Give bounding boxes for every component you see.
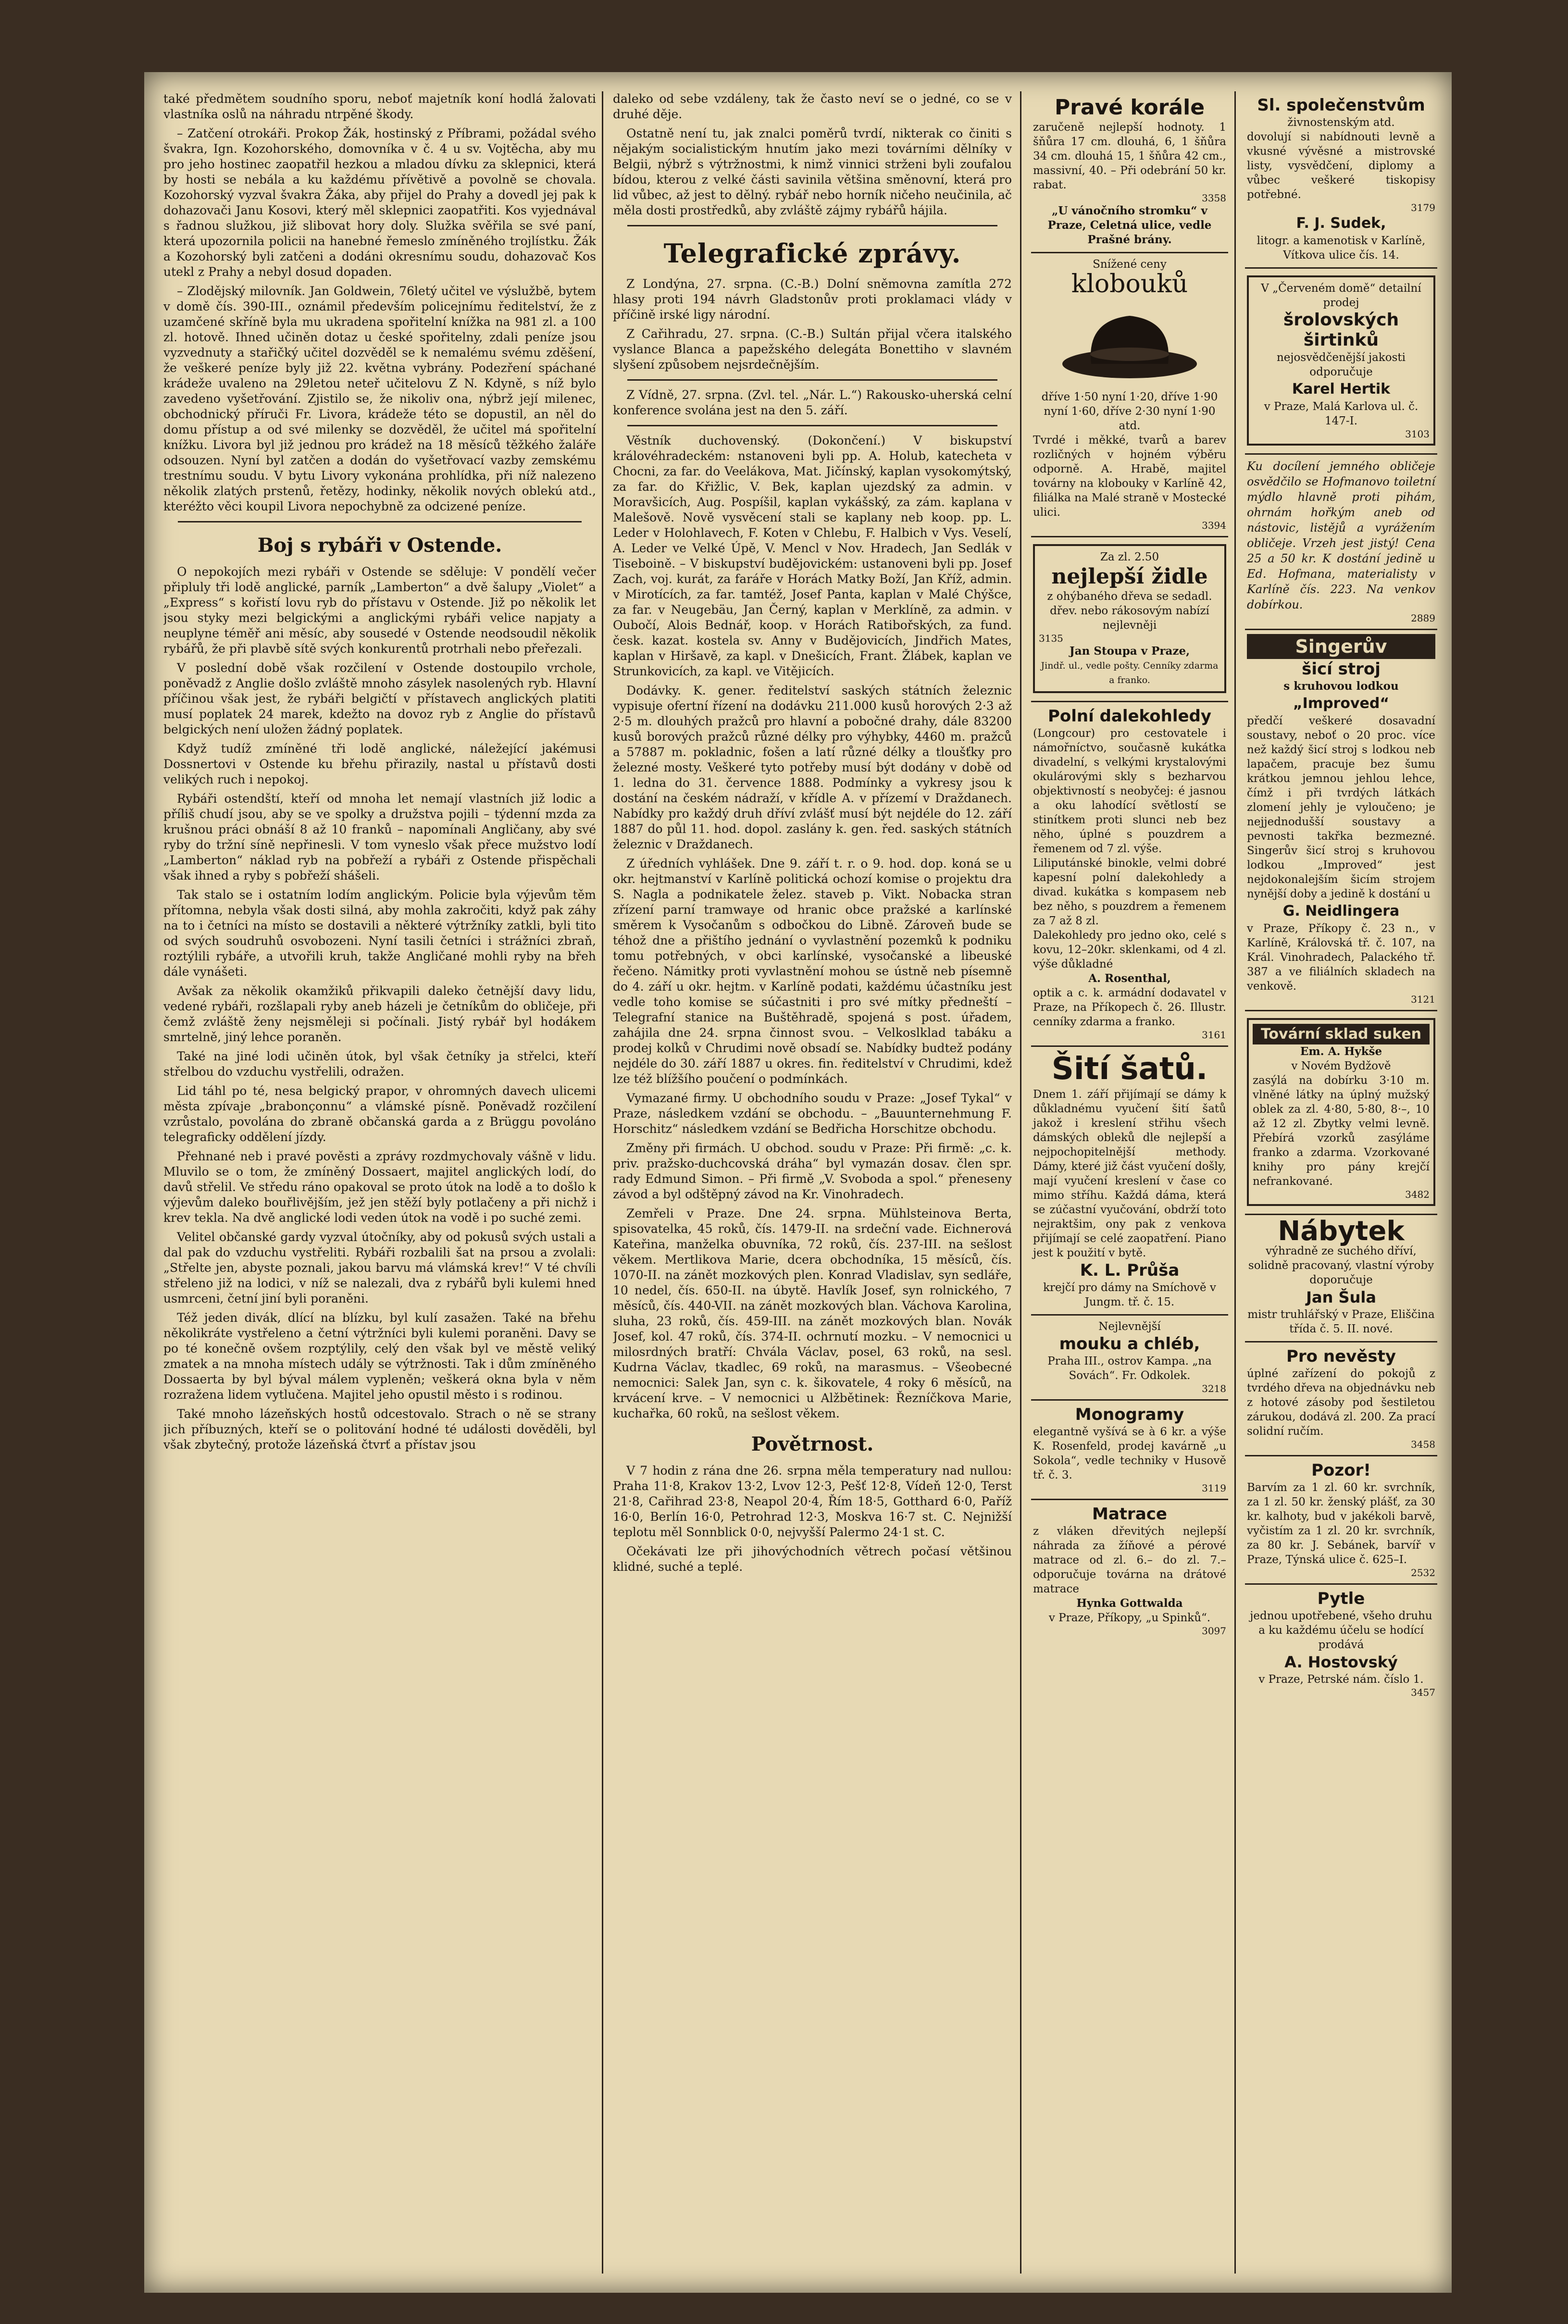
column-1: [163, 91, 596, 2274]
ad-body: Dalekohledy pro jedno oko, celé s kovu, 12–20kr. sklenkami, od 4 zl. výše důkladné: [1033, 929, 1226, 970]
ad-footer: Jindř. ul., vedle pošty. Cenníky zdarma a franko.: [1041, 660, 1219, 685]
ad-number: 3457: [1411, 1687, 1435, 1698]
ad-body: z vláken dřevitých nejlepší náhrada za žíňové a pérové matrace od zl. 6.– do zl. 7.– odporučuje továrna na drátové matrace: [1033, 1525, 1226, 1595]
telegram-item: Z Londýna, 27. srpna. (C.-B.) Dolní sněmovna zamítla 272 hlasy proti 194 návrh Gladstonův proti proklamaci vlády v příčině irské ligy národní.: [613, 277, 1012, 322]
ad-firm: Karel Hertik: [1292, 381, 1391, 398]
ad-cloth: [1245, 1011, 1437, 1215]
ad-frame: [1247, 1018, 1435, 1206]
ad-footer: krejčí pro dámy na Smíchově v Jungm. tř. č. 15.: [1043, 1281, 1216, 1308]
ad-subtitle: Nejlevnější: [1098, 1320, 1161, 1333]
ad-binoculars: [1031, 702, 1228, 1047]
ad-frame: [1033, 544, 1226, 693]
ad-body: (Longcour) pro cestovatele i námořníctvo, současně kukátka divadelní, s velkými krystalovými okulárovými skly s bezharvou objektivností s neobyčej: é jasnou a oku lahodící světlostí se stinítkem proti slunci neb bez něho, úplné s pouzdrem a řemenem od 7 zl. výše.: [1033, 727, 1226, 855]
ad-subtitle: živnostenským atd.: [1287, 116, 1395, 129]
ad-frame: [1247, 275, 1435, 446]
ad-price: Za zl. 2.50: [1100, 551, 1159, 563]
ad-body: zaručeně nejlepší hodnoty. 1 šňůra 17 cm. dlouhá, 6, 1 šňůra 34 cm. dlouhá 15, 1 šňůra 42 cm., massivní, 40. – Při odebrání 50 kr. rabat.: [1033, 121, 1226, 191]
article-paragraph: Avšak za několik okamžiků přikvapili daleko četnější davy lidu, vedené rybáři, rozšlapali ryby aneb házeli je četníkům do obličeje, při čemž zvláště ženy nejsměleji si počínali. Jistý rybář byl hodákem smrtelně, jiný lehce poraněn.: [163, 984, 596, 1044]
weather-forecast: Očekávati lze při jihovýchodních větrech počasí většinou klidné, suché a teplé.: [613, 1544, 1012, 1574]
ad-footer: v Praze, Příkopy, „u Spinků“.: [1048, 1612, 1211, 1624]
column-rule: [1234, 91, 1236, 2274]
ad-body: Tvrdé i měkké, tvarů a barev rozličných v hojném výběru odporně. A. Hrabě, majitel továrny na klobouky v Karlíně 42, filiálka na Malé straně v Mostecké ulici.: [1033, 434, 1226, 519]
ad-body: elegantně vyšívá se à 6 kr. a výše K. Rosenfeld, prodej kavárně „u Sokola“, vedle techniky v Husově tř. č. 3.: [1033, 1426, 1226, 1481]
article-paragraph: Tak stalo se i ostatním lodím anglickým. Policie byla výjevům těm přítomna, nebyla však dosti silná, aby mohla zakročiti, když pak záhy na to i četníci na místo se dostavili a některé výtržníky zatkli, byli tito od svých soudruhů osvobozeni. Nyní tasili četníci i strážníci zbraň, roztýlili rybáře, a utvořili kruh, takže Angličané mohli ryby na břeh dále vynášeti.: [163, 888, 596, 979]
ad-furniture: [1245, 1215, 1437, 1342]
ad-title: Pozor!: [1311, 1461, 1371, 1480]
ad-footer: mistr truhlářský v Praze, Eliščina třída č. 5. II. nové.: [1247, 1308, 1435, 1335]
ad-body: Liliputánské binokle, velmi dobré kapesní polní dalekohledy a divad. kukátka s kompasem neb bez něho, s pouzdrem a řemenem za 7 až 8 zl.: [1033, 857, 1226, 927]
article-paragraph: Také mnoho lázeňských hostů odcestovalo. Strach o ně se strany jich příbuzných, kteří se o politování hodné té události dověděli, byl však zbytečný, protože lázeňská čtvrť a přístav jsou: [163, 1407, 596, 1452]
newspaper-page: [144, 72, 1452, 2293]
ad-bread: [1031, 1316, 1228, 1401]
ad-script-text: Ku docílení jemného obličeje osvědčilo se Hofmanovo toiletní mýdlo hlavně proti pihám, ohrnám hořkým aneb od nástovic, listějů a vyrážením obličeje. Vrzeh jest jistý! Cena 25 a 50 kr. K dostání jedině u Ed. Hofmana, materialisty v Karlíně čís. 223. Na venkov dobírkou.: [1247, 460, 1435, 611]
column-4-ads: [1245, 91, 1437, 2274]
telegram-item: Z Vídně, 27. srpna. (Zvl. tel. „Nár. L.“) Rakousko-uherská celní konference svolána jest na den 5. září.: [613, 388, 1012, 417]
ad-number: 3119: [1202, 1482, 1226, 1494]
telegram-heading: Telegrafické zprávy.: [663, 238, 961, 269]
ad-title: šicí stroj: [1302, 659, 1381, 679]
hat-icon: [1058, 301, 1202, 383]
news-item: Změny při firmách. U obchod. soudu v Praze: Při firmě: „c. k. priv. pražsko-duchcovská dráha“ byl vymazán dosav. člen spr. rady Edmund Simon. – Při firmě „V. Svoboda a spol.“ přeneseny závod a byl odštěpný závod na Kr. Vinohradech.: [613, 1141, 1012, 1201]
ad-footer: v Praze, Petrské nám. číslo 1.: [1258, 1673, 1424, 1686]
ad-body: nejosvědčenější jakosti odporučuje: [1276, 351, 1406, 378]
article-paragraph: Také na jiné lodi učiněn útok, byl však četníky ja střelci, kteří střelbou do vzduchu vystřelili, odražen.: [163, 1049, 596, 1079]
ad-title: Šití šatů.: [1051, 1051, 1208, 1087]
ad-hats: [1031, 253, 1228, 537]
ad-title: Singerův: [1247, 634, 1435, 659]
ad-title: mouku a chléb,: [1059, 1334, 1200, 1354]
column-rule: [1020, 91, 1021, 2274]
ad-title: nejlepší židle: [1051, 564, 1208, 589]
ad-title: Pytle: [1317, 1589, 1365, 1608]
article-paragraph: Lid táhl po té, nesa belgický prapor, v ohromných davech ulicemi města zpívaje „brabonçonnu“ a vlámské písně. Poněvadž rozčilení vzrůstalo, povolána do zbraně občanská garda a z Brüggu povoláno telegraficky oddělení jízdy.: [163, 1084, 596, 1144]
ad-number: 3458: [1411, 1439, 1435, 1450]
ad-mattresses: [1031, 1500, 1228, 1641]
ad-firm: Jan Šula: [1306, 1288, 1376, 1306]
article-paragraph: Když tudíž zmíněné tři lodě anglické, náležející jakémusi Dossnertovi v Ostende ku břehu přirazily, nastal u přístavů dosti velikých ruch i nepokoj.: [163, 742, 596, 786]
ad-number: 2889: [1411, 612, 1435, 624]
article-heading: Boj s rybáři v Ostende.: [257, 534, 502, 557]
ad-monograms: [1031, 1401, 1228, 1500]
ad-soap: [1245, 455, 1437, 630]
ad-number: 3218: [1202, 1383, 1226, 1394]
ad-sacks: [1245, 1585, 1437, 1703]
ad-number: 3135: [1039, 633, 1063, 644]
article-paragraph: daleko od sebe vzdáleny, tak že často neví se o jedné, co se v druhé děje.: [613, 92, 1012, 121]
ad-footer: v Praze, Malá Karlova ul. č. 147-I.: [1264, 400, 1419, 427]
news-item: Vymazané firmy. U obchodního soudu v Praze: „Josef Tykal“ v Praze, následkem vzdání se obchodu. – „Bauunternehmung F. Horschitz“ následkem vzdání se Bedřicha Horschitze obchodu.: [613, 1091, 1012, 1136]
ad-body: z ohýbaného dřeva se sedadl. dřev. nebo rákosovým nabízí nejlevněji: [1047, 590, 1212, 632]
article-paragraph: také předmětem soudního sporu, neboť majetník koní hodlá žalovati vlastníka oslů na náhradu ntrpěné škody.: [163, 92, 596, 121]
ad-number: 3394: [1202, 520, 1226, 531]
ad-number: 3103: [1405, 428, 1430, 440]
news-item: Z úředních vyhlášek. Dne 9. září t. r. o 9. hod. dop. koná se u okr. hejtmanství v Karlíně politická ochozí komise o projektu dra S. Nagla a podnikatele želez. staveb p. Vikt. Nobacka stran zřízení parní tramwaye od hranic obce pražské a karlínské směrem k Vysočanům s odbočkou do Libně. Zároveň bude se téhož dne a přištího jednání o vyvlastnění pozemků k podniku tomu potřebných, v obci karlínské, vysočanské a libeuské řečeno. Námitky proti vyvlastnění mohou se ústně neb písemně do 4. září u okr. hejtm. v Karlíně podati, každému účastníku jest vedle toho komise se súčastniti i pro své mítky předneští – Telegrafní stanice na Buštěhradě, spojená s post. úřadem, zahájila dne 24. srpna činnost svou. – Velkoslklad tabáku a prodej kolků v Chrudimi nově obsadí se. Nabídky budtež podány nejdéle do 30. září 1887 u okres. fin. ředitelství v Chrudimi, kdež lze též blížšího poučení o podmínkách.: [613, 857, 1012, 1086]
ad-printing: [1245, 91, 1437, 269]
ad-body: Barvím za 1 zl. 60 kr. svrchník, za 1 zl. 50 kr. ženský plášť, za 30 kr. kalhoty, bud v jakékoli barvě, vyčistím za 1 zl. 20 kr. svrchník, za 80 kr. J. Sebánek, barvíř v Praze, Týnská ulice č. 625–I.: [1247, 1481, 1435, 1566]
news-item: Dodávky. K. gener. ředitelství saských státních železnic vypisuje ofertní řízení na dodávku 211.000 kusů horových 2·3 až 2·5 m. dlouhých pražců pro hlavní a pobočné drahy, dále 83200 kusů borových pražců různé délky pro výhybky, 4460 m. pražců a 57887 m. pokladnic, fošen a latí různé délky a tloušťky pro železné mosty. Veškeré tyto potřeby musí být dodány v době od 1. ledna do 31. července 1888. Podmínky a vykresy jsou k dostání na českém nádraží, v křídle A. v přízemí v Draždanech. Nabídky pro každý druh dříví zvlášť musí být nejdéle do 12. září 1887 do půl 11. hod. dopol. zaslány k. gen. řed. saských státních železnic v Draždanech.: [613, 684, 1012, 851]
ad-body: jednou upotřebené, všeho druhu a ku každému účelu se hodící prodává: [1250, 1610, 1432, 1651]
ad-title: šrolovských širtinků: [1283, 310, 1399, 350]
ad-title: Sl. společenstvům: [1257, 96, 1425, 115]
ad-number: 2532: [1411, 1567, 1435, 1578]
ad-footer: Praha III., ostrov Kampa. „na Sovách“. Fr. Odkolek.: [1047, 1355, 1212, 1382]
article-paragraph: Přehnané neb i pravé pověsti a zprávy rozdmychovaly vášně v lidu. Mluvilo se o tom, že zmíněný Dossaert, majitel anglických lodí, do davů střelil. Ve středu ráno opakoval se proto útok na lodě a to došlo k výjevům daleko bouřlivějším, jež jen stěží byly potlačeny a při nichž i krev tekla. Na dvě anglické lodi veden útok na vodě i po suché zemi.: [163, 1149, 596, 1225]
ad-firm: Jan Stoupa v Praze,: [1069, 645, 1190, 658]
ad-subtitle: V „Červeném domě“ detailní prodej: [1261, 282, 1421, 309]
article-paragraph: O nepokojích mezi rybáři v Ostende se sděluje: V pondělí večer připluly tři lodě anglické, parník „Lamberton“ a dvě šalupy „Violet“ a „Express“ s kořistí lovu ryb do přístavu v Ostende. Již po několik let jsou styky mezi belgickými a anglickými rybáři velice napjaty a neuplyne téměř ani měsíc, aby sousedé v Ostende neodsoudil několik rybářů, že při plavbě sítě svých konkurentů protrhali nebo přeřezali.: [163, 565, 596, 656]
article-paragraph: – Zlodějský milovník. Jan Goldwein, 76letý učitel ve výslužbě, bytem v domě čís. 390-III., oznámil především policejnímu ředitelství, že z uzamčené skříně byla mu ukradena spořitelní knížka na 981 zl. a 100 zl. hotově. Ihned učiněn dotaz u české spořitelny, zdali peníze jsou vyzvednuty a stařičký učitel dozvěděl se k nemalému svému zděšení, že veškeré peníze byly již 22. května vybrány. Podezření spáchané krádeže uvaleno na 29letou neteř učitelovu Z N. Kdyně, s níž bylo zavedeno vyšetřování. Zjistilo se, že nikoliv ona, nýbrž její milenec, obchodnický příruči Fr. Livora, krádeže této se dopustil, an něl do domu přístup a od své milenky se dozvěděl, že učitel má spořitelní knížku. Livora byl již jednou pro krádež na 18 měsíců těžkého žaláře odsouzen. Nyní byl zatčen a dodán do vyšetřovací vazby zemskému trestnímu soudu. V bytu Livory vykonána prohlídka, při níž nalezeno několik zlatých prstenů, řetězy, hodinky, několik nových oblekú atd., kteréžto věci koupil Livora nepochybně za odcizené peníze.: [163, 284, 596, 513]
ad-title: Nábytek: [1278, 1216, 1405, 1247]
ad-footer: litogr. a kamenotisk v Karlíně, Vítkova ulice čís. 14.: [1257, 235, 1426, 261]
ad-title: Tovární sklad suken: [1253, 1024, 1430, 1044]
ad-firm: K. L. Průša: [1080, 1261, 1180, 1280]
ad-prices: dříve 1·50 nyní 1·20, dříve 1·90 nyní 1·60, dříve 2·30 nyní 1·90 atd.: [1041, 391, 1218, 432]
ad-body: úplné zařízení do pokojů z tvrdého dřeva na objednávku neb z hotové zásoby pod šestiletou zárukou, dodává zl. 200. Za prací solidní ručím.: [1247, 1367, 1435, 1438]
article-paragraph: Též jeden divák, dlící na blízku, byl kulí zasažen. Také na břehu několikráte vystřeleno a četní výtržníci byli kulemi poraněni. Davy se po té konečně ovšem rozptýlily, celý den však byl ve městě veliký zmatek a na mnoha místech udály se výtržnosti. Tak i dům zmíněného Dossaerta by byl býval málem vypleněn; veškerá okna byla v něm rozražena lidem vytlučena. Majitel jeho opustil město i s rodinou.: [163, 1311, 596, 1402]
news-item: Zemřeli v Praze. Dne 24. srpna. Mühlsteinova Berta, spisovatelka, 45 roků, čís. 1479-II. na srdeční vade. Eichnerová Kateřina, manželka obuvníka, 72 roků, čís. 237-III. na sešlost věkem. Mertlikova Marie, dcera obchodníka, 15 měsíců, čís. 1070-II. na zánět mozkových plen. Konrad Vladislav, syn sedláře, 10 nedel, čís. 650-II. na úbytě. Havlík Josef, syn rolnického, 7 měsíců, čís. 440-VII. na zánět mozkových blan. Váchova Karolina, sluha, 23 roků, čís. 459-III. na zánět mozkových blan. Novák Josef, kol. 47 roků, čís. 374-II. ochrnutí mozku. – V nemocnici u milosrdných bratří: Chvála Václav, posel, 63 roků, na sesl. Kudrna Václav, tkadlec, 69 roků, na marasmus. – Všeobecné nemocnici: Salek Jan, syn c. k. šikovatele, 4 roky 6 měsíců, na krvácení krve. – V nemocnici u Alžbětinek: Řezníčkova Marie, kuchařka, 60 roků, na sešlost věkem.: [613, 1206, 1012, 1420]
ad-subtitle: Snížené ceny: [1093, 258, 1167, 271]
telegram-item: Z Cařihradu, 27. srpna. (C.-B.) Sultán přijal včera italského vyslance Blanca a papežského delegáta Bonettiho v slavném slyšení způsobem nejsrdečnějším.: [613, 327, 1012, 372]
ad-subtitle: s kruhovou lodkou: [1283, 680, 1399, 693]
ad-title: Matrace: [1092, 1504, 1167, 1524]
weather-report: V 7 hodin z rána dne 26. srpna měla temperatury nad nullou: Praha 11·8, Krakov 13·2, Lvov 12·3, Pešť 12·8, Vídeň 12·0, Terst 21·8, Cařihrad 23·8, Neapol 20·4, Řím 18·5, Gotthard 6·0, Paříž 16·0, Berlín 16·0, Petrohrad 12·3, Moskva 16·7 st. C. Nejnižší teplotu měl Sonnblick 0·0, nejvyšší Palermo 24·1 st. C.: [613, 1464, 1012, 1539]
column-3-ads: [1031, 91, 1228, 2274]
ad-location: v Novém Bydžově: [1291, 1060, 1391, 1072]
ad-singer: [1245, 630, 1437, 1011]
ad-number: 3358: [1202, 192, 1226, 204]
article-paragraph: Velitel občanské gardy vyzval útočníky, aby od pokusů svých ustali a dal pak do vzduchu vystřeliti. Rybáři rozbalili šat na prsou a zvolali: „Střelte jen, abyste poznali, jakou barvu má vlámská krev!“ V té chvíli střeleno již na lodici, v níž se nalezali, dva z rybářů byli kulemi hned usmrceni, četní jiní byli poraněni.: [163, 1230, 596, 1305]
ad-firm: A. Rosenthal,: [1088, 972, 1171, 985]
news-item: Věstník duchovenský. (Dokončení.) V biskupství královéhradeckém: nstanoveni byli pp. A. Holub, katecheta v Chocni, za far. do Veelákova, Mat. Jičínský, kaplan vysokomýtský, za far. do Křižlic, V. Bek, kaplan ujezdský za admin. v Moravšicích, Aug. Pospíšil, kaplan vykášský, za zám. kaplana v Malešově. Nově vysvěcení stali se kaplany neb koop. pp. L. Leder v Holohlavech, F. Koten v Chlebu, F. Halbich v Vys. Veselí, A. Leder ve Velké Úpě, V. Mencl v Nov. Hradech, Jan Sedlák v Tiseboině. – V biskupství budějovickém: ustanoveni byli pp. Josef Zach, voj. kurát, za faráře v Horách Matky Boží, Jan Kříž, admin. v Mirotících, za far. tamtéž, Josef Panta, kaplan v Malé Chýšce, za far. v Neugebäu, Jan Černý, kaplan v Merklíně, za admin. v Oubočí, Alois Bednář, koop. v Horách Ratibořských, za fund. česk. kazat. kostela sv. Anny v Budějovicích, Jindřich Mates, kaplan v Hiršavě, za kapl. v Dnešicích, Frant. Žlábek, kaplan ve Strunkovicích, za kapl. ve Vitějicích.: [613, 434, 1012, 678]
ad-number: 3179: [1411, 202, 1435, 213]
ad-title: Pro nevěsty: [1286, 1347, 1396, 1366]
column-rule: [602, 91, 603, 2274]
weather-heading: Povětrnost.: [751, 1433, 874, 1455]
ad-body: předčí veškeré dosavadní soustavy, neboť o 20 proc. více než každý šicí stroj s lodkou neb lapačem, pracuje bez šumu krátkou jemnou jehlou lehce, čímž i při tvrdých látkách zlomení jehly je vyloučeno; je nejjednodušší soustavy a pevnosti takřka bezmezné. Singerův šicí stroj s kruhovou lodkou „Improved“ jest nejdokonalejším šicím strojem nynější doby a jedině k dostání u: [1247, 715, 1435, 900]
ad-title: Pravé korále: [1054, 95, 1205, 120]
divider: [627, 425, 997, 426]
ad-title: klobouků: [1071, 270, 1188, 298]
ad-firm: Em. A. Hykše: [1300, 1045, 1382, 1058]
article-paragraph: V poslední době však rozčilení v Ostende dostoupilo vrchole, poněvadž z Anglie došlo zvláště mnoho zásylek nasolených ryb. Hlavní příčinou však jest, že rybáři belgičtí v přístavech anglických platiti musí poplatek 24 marek, kdežto na dovoz ryb z Anglie do přístavů belgických není uložen žádný poplatek.: [163, 661, 596, 736]
ad-footer: „U vánočního stromku“ v Praze, Celetná ulice, vedle Prašné brány.: [1047, 204, 1212, 246]
ad-firm: G. Neidlingera: [1282, 903, 1400, 920]
ad-firm: A. Hostovský: [1284, 1653, 1398, 1671]
ad-corals: [1031, 91, 1228, 253]
ad-number: 3097: [1202, 1625, 1226, 1637]
ad-body: Dnem 1. září přijímají se dámy k důkladnému vyučení šití šatů jakož i kreslení střihu všech dámských obleků dle nejlepší a nejpochopitelnější methody. Dámy, které již část vyučení došly, mají vyučení kreslení v čase co mimo stříhu. Každá dáma, která se zúčastní vyučování, obdrží toto nejraktšim, ony pak z venkova přijímají se celé zaopatření. Piano jest k použití v bytě.: [1033, 1088, 1226, 1259]
divider: [627, 225, 997, 226]
ad-brides: [1245, 1342, 1437, 1456]
column-2: [613, 91, 1012, 2274]
article-paragraph: – Zatčení otrokáři. Prokop Žák, hostinský z Příbrami, požádal svého švakra, Ign. Kozohorského, domovníka v č. 4 u sv. Vojtěcha, aby mu pro jeho hostinec zaopatřil hezkou a mladou dívku za sklepnici, která by hosti se nebála a ku každému přívětivě a povolně se chovala. Kozohorský vyzval švakra Žáka, aby přijel do Prahy a dovedl jej pak k dohazovači Janu Kosovi, který měl sklepnici zaopatřiti. Kos vyjednával s řadnou služkou, již slibovat hory doly. Služka svěřila se své paní, která upozornila policii na hanebné řemeslo zmíněného trojlístku. Žák a Kozohorský byli zatčeni a dodáni okresnímu soudu, dohazovač Kos utekl z Prahy a nebyl dosud dopaden.: [163, 126, 596, 279]
ad-model: „Improved“: [1293, 695, 1390, 712]
ad-body: výhradně ze suchého dříví, solidně pracovaný, vlastní výroby doporučuje: [1248, 1245, 1434, 1286]
ad-title: Polní dalekohledy: [1047, 707, 1212, 726]
ad-title: Monogramy: [1075, 1405, 1184, 1424]
divider: [178, 521, 582, 522]
ad-body: zasýlá na dobírku 3·10 m. vlněné látky na úplný mužský oblek za zl. 4·80, 5·80, 8·–, 10 až 12 zl. Zbytky velmi levně. Přebírá vzorků zasýláme franko a zdarma. Vzorkované knihy pro pány krejčí nefrankované.: [1253, 1074, 1430, 1188]
ad-shirting: [1245, 269, 1437, 455]
ad-number: 3161: [1202, 1029, 1226, 1041]
article-paragraph: Rybáři ostendští, kteří od mnoha let nemají vlastních již lodic a příliš chudí jsou, aby se ve spolky a družstva pojili – týdenní mzda za krušnou práci obnáší 8 až 10 franků – napomínali Angličany, aby své ryby do tržní síně nepřinesli. V tom vyneslo však přece mužstvo lodí „Lamberton“ náklad ryb na pobřeží a rybáři z Ostende přispěchali však ihned a ryby s pobřeží shášeli.: [163, 792, 596, 882]
ad-number: 3121: [1411, 994, 1435, 1005]
ad-firm: F. J. Sudek,: [1296, 215, 1386, 232]
ad-sewing-lessons: [1031, 1047, 1228, 1316]
ad-footer: optik a c. k. armádní dodavatel v Praze, na Příkopech č. 26. Illustr. cenníky zdarma a franko.: [1033, 987, 1226, 1028]
article-paragraph: Ostatně není tu, jak znalci poměrů tvrdí, nikterak co činiti s nějakým socialistickým hnutím jako mezi továrními dělníky v Belgii, nýbrž s výtržnostmi, k nimž vinnici strženi byli zoufalou bídou, kterou z velké části savinila většina směnovní, která pro lid vůbec, až jest to dělný. rybář nebo horník ničeho neučinila, ač měla dosti prostředků, aby zvláště zájmy rybářů hájila.: [613, 126, 1012, 217]
ad-number: 3482: [1405, 1189, 1430, 1200]
ad-chairs: [1031, 537, 1228, 702]
ad-dyeing: [1245, 1456, 1437, 1585]
ad-firm: Hynka Gottwalda: [1076, 1597, 1183, 1610]
ad-body: dovolují si nabídnouti levně a vkusné vývěsné a mistrovské listy, vysvědčení, diplomy a vůbec veškeré tiskopisy potřebné.: [1247, 131, 1435, 201]
ad-footer: v Praze, Příkopy č. 23 n., v Karlíně, Královská tř. č. 107, na Král. Vinohradech, Palackého tř. 387 a ve filiálních skladech na venkově.: [1247, 922, 1435, 993]
divider: [627, 379, 997, 381]
